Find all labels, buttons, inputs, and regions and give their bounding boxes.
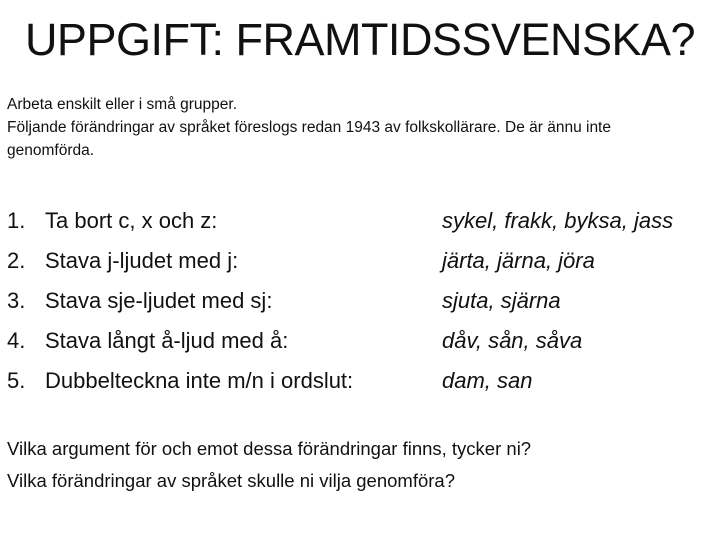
- rule-examples: sykel, frakk, byksa, jass: [442, 208, 674, 233]
- rule-text: Dubbelteckna inte m/n i ordslut:: [45, 368, 354, 393]
- rule-item: [7, 241, 715, 281]
- rule-text: Ta bort c, x och z:: [45, 208, 218, 233]
- rule-number: 5.: [7, 368, 26, 393]
- rule-number: 4.: [7, 328, 26, 353]
- rule-item: [7, 281, 715, 321]
- intro-text: [7, 93, 697, 162]
- question-line: Vilka förändringar av språket skulle ni vilja genomföra?: [7, 470, 456, 491]
- question-line: Vilka argument för och emot dessa förändringar finns, tycker ni?: [7, 438, 532, 459]
- rule-text: Stava j-ljudet med j:: [45, 248, 239, 273]
- intro-line: Följande förändringar av språket föreslogs redan 1943 av folkskollärare. De är ännu inte genomförda.: [7, 119, 611, 159]
- rule-item: [7, 201, 715, 241]
- rule-examples: järta, järna, jöra: [442, 248, 595, 273]
- rule-number: 1.: [7, 208, 26, 233]
- rule-examples: dåv, sån, såva: [442, 328, 583, 353]
- intro-line: Arbeta enskilt eller i små grupper.: [7, 96, 238, 113]
- rule-number: 3.: [7, 288, 26, 313]
- rule-list: [7, 201, 715, 401]
- slide-title: UPPGIFT: FRAMTIDSSVENSKA?: [24, 14, 696, 65]
- rule-examples: dam, san: [442, 368, 533, 393]
- rule-item: [7, 321, 715, 361]
- rule-examples: sjuta, sjärna: [442, 288, 561, 313]
- rule-number: 2.: [7, 248, 26, 273]
- rule-item: [7, 361, 715, 401]
- rule-text: Stava sje-ljudet med sj:: [45, 288, 273, 313]
- discussion-questions: [7, 433, 707, 497]
- rule-text: Stava långt å-ljud med å:: [45, 328, 289, 353]
